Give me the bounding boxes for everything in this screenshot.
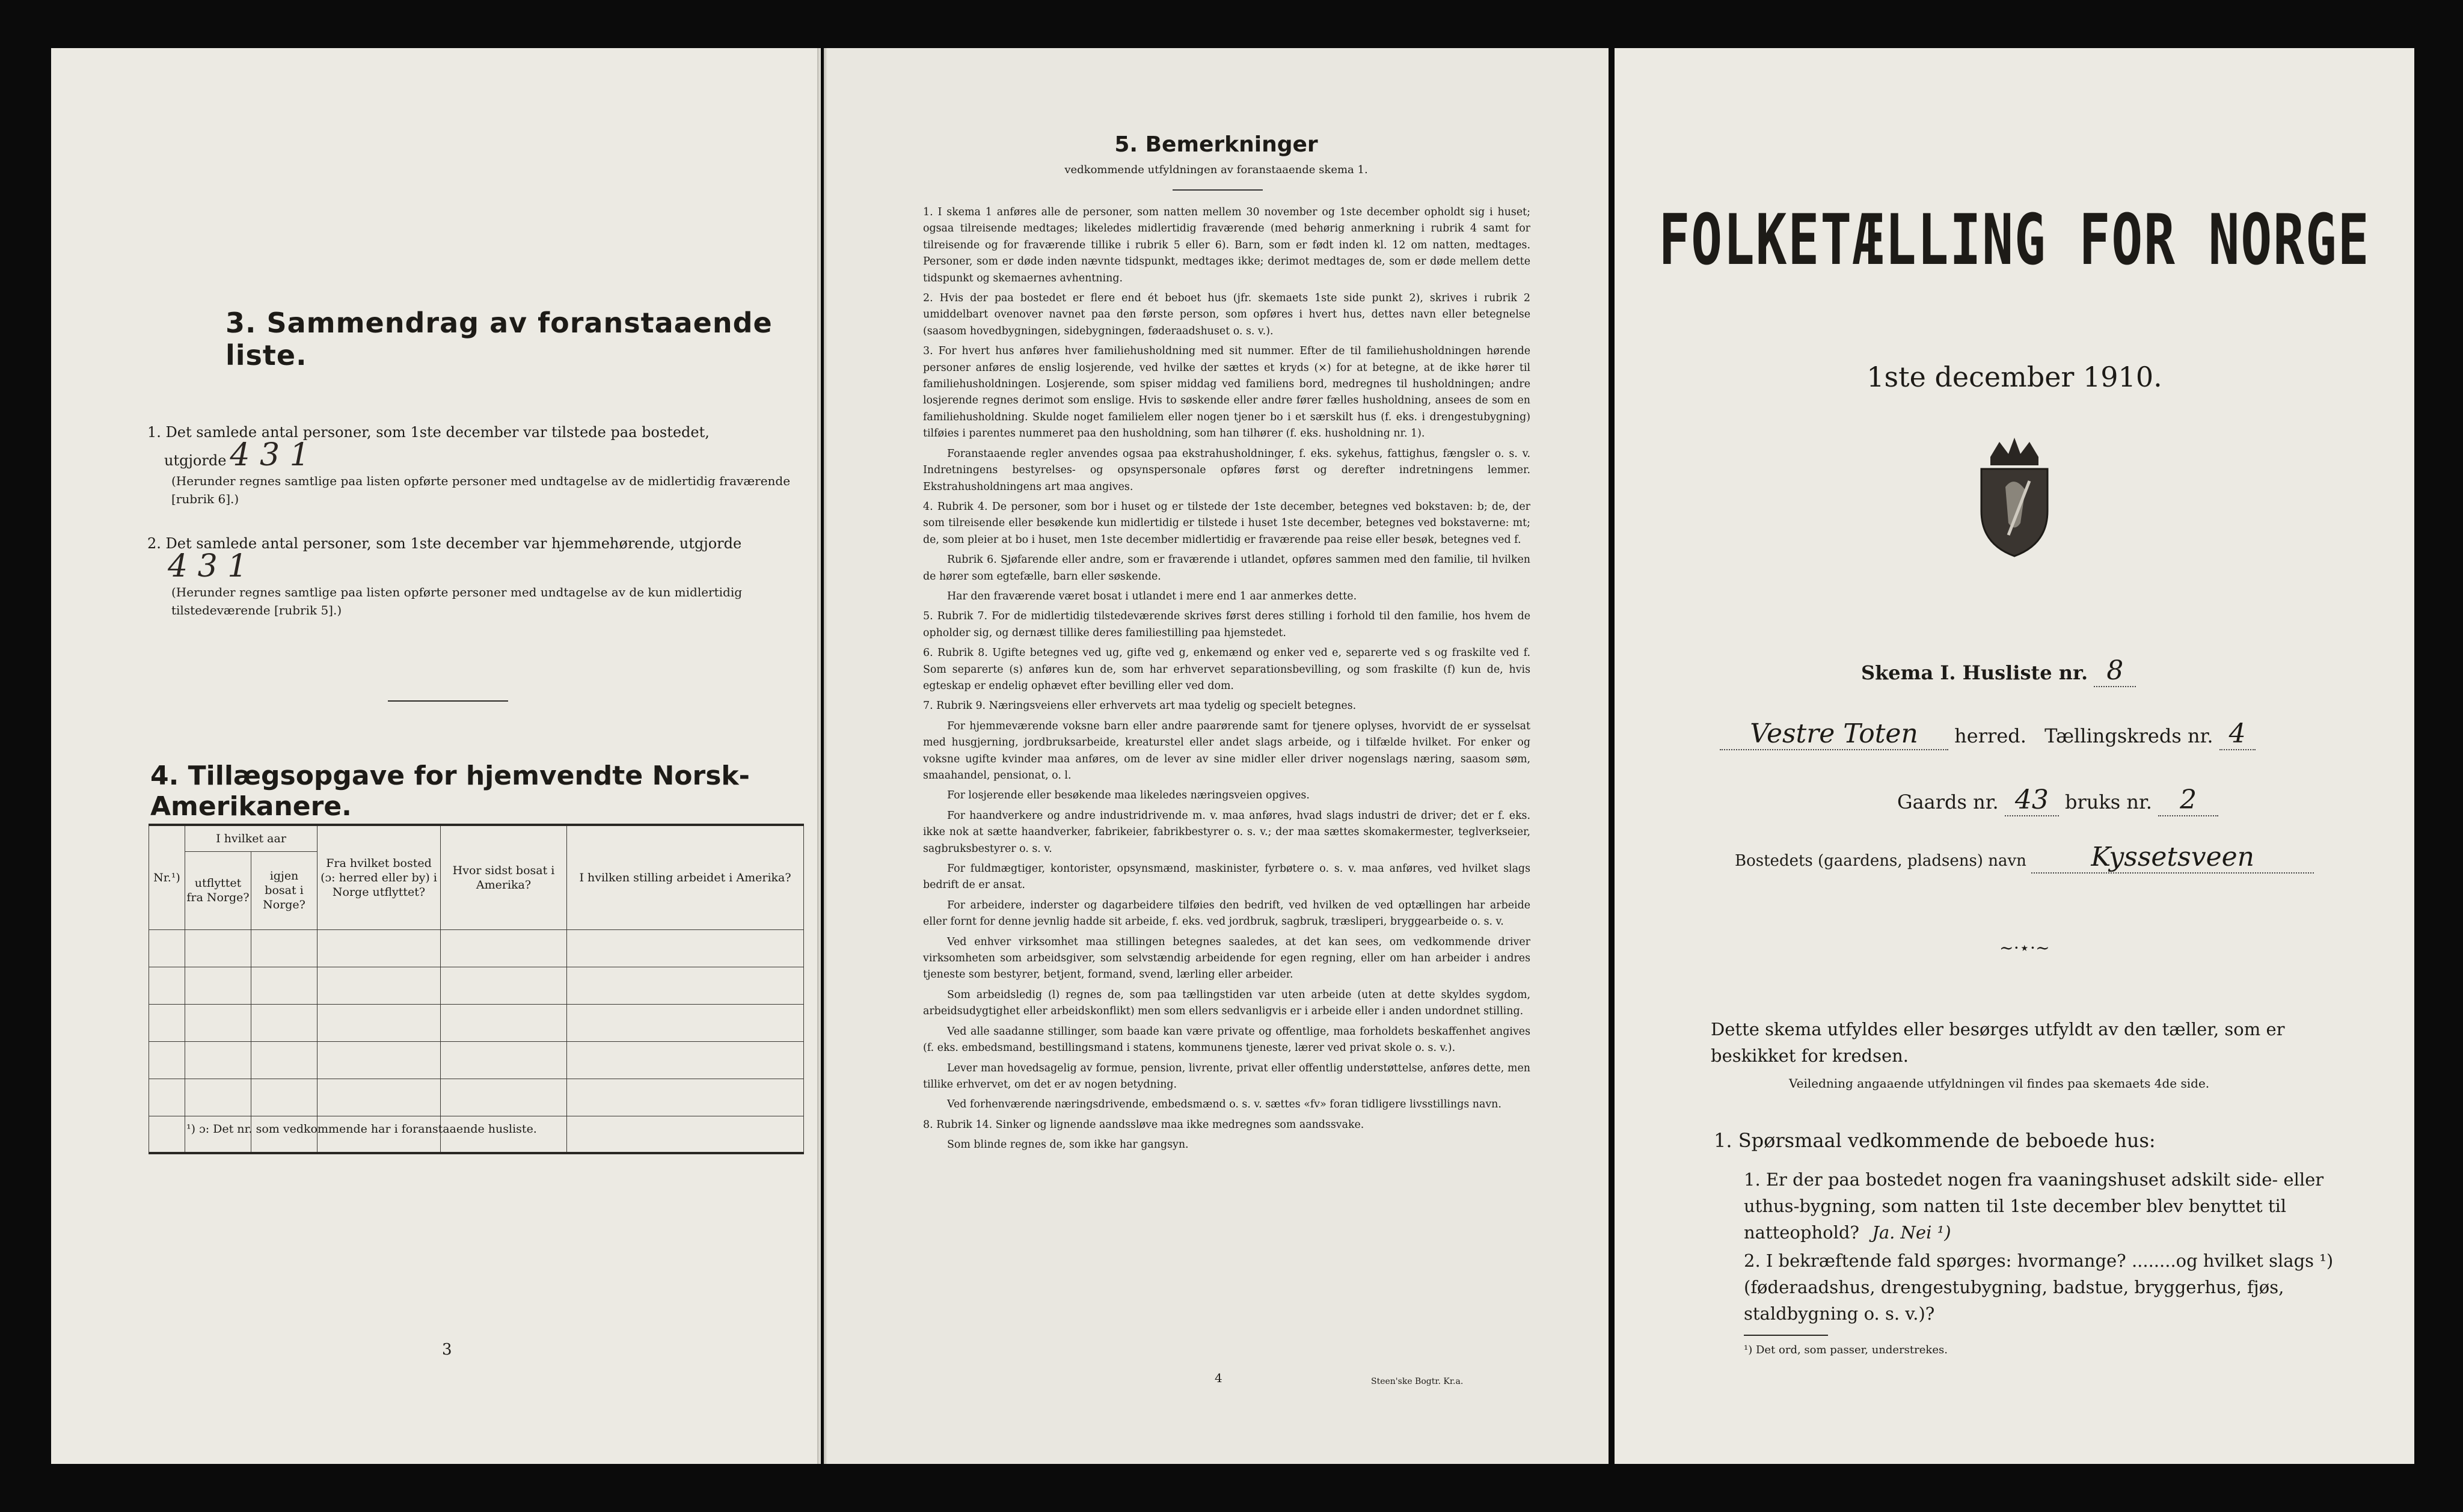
- summary-item-2-note: (Herunder regnes samtlige paa listen opførte personer med undtagelse av de kun midlertidig tilstedeværende [rubrik 5].): [171, 585, 743, 617]
- bosted-value: Kyssetsveen: [2031, 842, 2314, 874]
- remarks-title: 5. Bemerkninger: [1114, 132, 1318, 157]
- instruction-small: Veiledning angaaende utfyldningen vil findes paa skemaets 4de side.: [1789, 1076, 2210, 1091]
- question-heading: 1. Spørsmaal vedkommende de beboede hus:: [1714, 1129, 2156, 1152]
- right-footnote: ¹) Det ord, som passer, understrekes.: [1744, 1344, 1948, 1356]
- remark-paragraph: Rubrik 6. Sjøfarende eller andre, som er fraværende i utlandet, opføres sammen med den familie, til hvilken de hører som egtefælle, barn eller søskende.: [923, 554, 1530, 583]
- gaards-value: 43: [2005, 785, 2059, 816]
- remark-paragraph: For fuldmægtiger, kontorister, opsynsmænd, maskinister, fyrbøtere o. s. v. maa anføres, ved hvilket slags bedrift de er ansat.: [923, 863, 1530, 892]
- table-row: [149, 1079, 804, 1116]
- table-row: [149, 967, 804, 1004]
- table-footnote: ¹) ɔ: Det nr. som vedkommende har i foranstaaende husliste.: [186, 1122, 537, 1136]
- section-4-title: 4. Tillægsopgave for hjemvendte Norsk-Amerikanere.: [150, 761, 750, 822]
- schema-label: Skema I. Husliste nr.: [1861, 661, 2088, 684]
- col-nr: Nr.¹): [149, 825, 185, 929]
- present-count-handwritten: 4 3 1: [230, 437, 310, 473]
- remark-paragraph: Som arbeidsledig (l) regnes de, som paa tællingstiden var uten arbeide (uten at dette skyldes sygdom, arbeidsudygtighet eller arbeidskonflikt) men som ellers sedvanligvis er i arbeide eller i anden undordnet stilling.: [923, 988, 1530, 1018]
- bruks-value: 2: [2158, 785, 2218, 816]
- herred-value: Vestre Toten: [1720, 718, 1948, 750]
- remark-paragraph: Ved alle saadanne stillinger, som baade kan være private og offentlige, maa forholdets beskaffenhet angives (f. eks. embedsmand, bestillingsmand i statens, kommunens tjeneste, lærer ved privat skole o. s. v.).: [923, 1025, 1530, 1054]
- remark-paragraph: Har den fraværende været bosat i utlandet i mere end 1 aar anmerkes dette.: [947, 590, 1357, 602]
- remarks-body: [923, 204, 1530, 1157]
- schema-line: [1861, 655, 2136, 687]
- census-title: FOLKETÆLLING FOR NORGE: [1658, 200, 2370, 281]
- section-3-title: 3. Sammendrag av foranstaaende liste.: [225, 307, 773, 372]
- gaards-label: Gaards nr.: [1897, 791, 1999, 813]
- remark-paragraph: Ved forhenværende næringsdrivende, embedsmænd o. s. v. sættes «fv» foran tidligere livsstillings navn.: [947, 1098, 1501, 1111]
- remark-paragraph: Som blinde regnes de, som ikke har gangsyn.: [947, 1139, 1189, 1151]
- col-occupation: I hvilken stilling arbeidet i Amerika?: [567, 825, 804, 929]
- col-from-place: Fra hvilket bosted (ɔ: herred eller by) i Norge utflyttet?: [317, 825, 441, 929]
- summary-item-2: [147, 532, 797, 619]
- coat-of-arms-icon: [1972, 433, 2057, 559]
- printer-mark: Steen'ske Bogtr. Kr.a.: [1371, 1377, 1464, 1386]
- remark-paragraph: Ved enhver virksomhet maa stillingen betegnes saaledes, at det kan sees, om vedkommende driver virksomheten som arbeidsgiver, som selvstændig arbeidende for egen regning, eller om han arbeider i andres tjeneste som bestyrer, betjent, formand, svend, lærling eller arbeider.: [923, 935, 1530, 981]
- bosted-label: Bostedets (gaardens, pladsens) navn: [1735, 852, 2026, 870]
- section-divider: [388, 700, 508, 702]
- summary-item-1-note: (Herunder regnes samtlige paa listen opførte personer med undtagelse av de midlertidig fraværende [rubrik 6].): [171, 474, 791, 506]
- question-2: 2. I bekræftende fald spørges: hvormange? ........og hvilket slags ¹) (føderaadshus, drengestubygning, badstue, bryggerhus, fjøs, staldbygning o. s. v.)?: [1744, 1250, 2334, 1324]
- col-group-year: I hvilket aar: [185, 825, 317, 851]
- kreds-label: Tællingskreds nr.: [2044, 724, 2213, 747]
- question-1-text: 1. Er der paa bostedet nogen fra vaaningshuset adskilt side- eller uthus-bygning, som natten til 1ste december blev benyttet til natteophold?: [1744, 1169, 2324, 1243]
- kreds-value: 4: [2219, 718, 2256, 750]
- summary-item-2-text: 2. Det samlede antal personer, som 1ste december var hjemmehørende, utgjorde: [147, 535, 742, 552]
- utgjorde-label: utgjorde: [164, 452, 227, 469]
- table-row: [149, 1041, 804, 1079]
- col-last-residence: Hvor sidst bosat i Amerika?: [441, 825, 567, 929]
- remark-paragraph: For losjerende eller besøkende maa likeledes næringsveien opgives.: [947, 789, 1310, 802]
- question-1: [1744, 1166, 2369, 1246]
- remark-paragraph: 1. I skema 1 anføres alle de personer, som natten mellem 30 november og 1ste december opholdt sig i huset; ogsaa tilreisende medtages; likeledes midlertidig fraværende (med behørig anmerkning i rubrik 4 samt for tilreisende og for fraværende tillike i rubrik 5 eller 6). Barn, som er født inden kl. 12 om natten, medtages. Personer, som er døde inden nævnte tidspunkt, medtages ikke; derimot medtages de, som er døde mellem dette tidspunkt og skemaernes avhentning.: [923, 206, 1530, 284]
- col-returned: igjen bosat i Norge?: [251, 851, 317, 929]
- remark-paragraph: 7. Rubrik 9. Næringsveiens eller erhvervets art maa tydelig og specielt betegnes.: [923, 700, 1357, 712]
- remark-paragraph: 3. For hvert hus anføres hver familiehusholdning med sit nummer. Efter de til familiehusholdningen hørende personer anføres de enslig losjerende, ved hvilke der sættes et kryds (×) for at betegne, at de ikke hører til familiehusholdningen. Losjerende, som spiser middag ved familiens bord, medregnes til husholdningen; andre losjerende regnes derimot som enslige. Hvis to søskende eller andre fører fælles husholdning, ansees de som en familiehusholdning. Skulde noget familielem eller nogen tjener bo i et særskilt hus (f. eks. i drengestubygning) tilføies i parentes nummeret paa den husholdning, som han tilhører (f. eks. husholdning nr. 1).: [923, 345, 1530, 440]
- remark-paragraph: For hjemmeværende voksne barn eller andre paarørende samt for tjenere oplyses, hvorvidt de er sysselsat med husgjerning, jordbruksarbeide, kreaturstel eller andet slags arbeide, og i tilfælde hvilket. For enker og voksne ugifte kvinder maa anføres, om de lever av sine midler eller driver nogenslags næring, saasom søm, smaahandel, pensionat, o. l.: [923, 720, 1530, 782]
- remark-paragraph: 8. Rubrik 14. Sinker og lignende aandssløve maa ikke medregnes som aandssvake.: [923, 1118, 1364, 1131]
- remark-paragraph: Lever man hovedsagelig av formue, pension, livrente, privat eller offentlig understøttelse, anføres dette, men tillike erhvervet, om det er av nogen betydning.: [923, 1062, 1530, 1091]
- husliste-nr-value: 8: [2094, 655, 2136, 687]
- question-1-answer: Ja. Nei ¹): [1872, 1222, 1951, 1243]
- remarks-divider: [1173, 189, 1263, 191]
- ornament-divider: ~⋅⋆⋅~: [1999, 938, 2050, 958]
- right-page: [1615, 48, 2414, 1464]
- herred-line: [1720, 718, 2256, 750]
- page-number-4: 4: [1215, 1371, 1222, 1385]
- remarks-subtitle: vedkommende utfyldningen av foranstaaende skema 1.: [1064, 164, 1368, 176]
- left-page: [51, 48, 821, 1464]
- table-row: [149, 1004, 804, 1041]
- remark-paragraph: 2. Hvis der paa bostedet er flere end ét beboet hus (jfr. skemaets 1ste side punkt 2), skrives i rubrik 2 umiddelbart ovenover navnet paa den første person, som opføres i hvert hus, dettes navn eller betegnelse (saasom hovedbygningen, sidebygningen, føderaadshuset o. s. v.).: [923, 292, 1530, 337]
- bruks-label: bruks nr.: [2065, 791, 2152, 813]
- remark-paragraph: For haandverkere og andre industridrivende m. v. maa anføres, hvad slags industri de driver; det er f. eks. ikke nok at sætte haandverker, fabrikeier, fabrikbestyrer o. s. v.; der maa sættes skomakermester, teglverkseier, sagbruksbestyrer o. s. v.: [923, 809, 1530, 855]
- remark-paragraph: 4. Rubrik 4. De personer, som bor i huset og er tilstede der 1ste december, betegnes ved bokstaven: b; de, der som tilreisende eller besøkende kun midlertidig er tilstede i huset 1ste december, betegnes ved bokstaverne: mt; de, som pleier at bo i huset, men 1ste december midlertidig er fraværende paa reise eller besøk, betegnes ved f.: [923, 500, 1530, 546]
- resident-count-handwritten: 4 3 1: [168, 548, 248, 584]
- summary-item-1: [147, 421, 797, 508]
- table-row: [149, 929, 804, 967]
- gaards-line: [1897, 785, 2218, 816]
- remark-paragraph: Foranstaaende regler anvendes ogsaa paa ekstrahusholdninger, f. eks. sykehus, fattighus, fængsler o. s. v. Indretningens bestyrelses- og opsynspersonale opføres først og derefter indretningens lemmer. Ekstrahusholdningens art maa angives.: [923, 447, 1530, 493]
- census-date: 1ste december 1910.: [1866, 361, 2162, 393]
- remark-paragraph: 5. Rubrik 7. For de midlertidig tilstedeværende skrives først deres stilling i forhold til den familie, hos hvem de opholder sig, og dernæst tillike deres familiestilling paa hjemstedet.: [923, 610, 1530, 639]
- middle-page: [824, 48, 1609, 1464]
- instruction-text: Dette skema utfyldes eller besørges utfyldt av den tæller, som er beskikket for kredsen.: [1711, 1019, 2285, 1066]
- page-number-3: 3: [442, 1341, 452, 1359]
- returned-emigrants-table: [149, 824, 804, 1154]
- summary-item-1-text: 1. Det samlede antal personer, som 1ste december var tilstede paa bostedet,: [147, 424, 710, 441]
- col-emigrated: utflyttet fra Norge?: [185, 851, 251, 929]
- bosted-line: [1735, 842, 2314, 874]
- remark-paragraph: For arbeidere, inderster og dagarbeidere tilføies den bedrift, ved hvilken de ved optællingen har arbeide eller fornt for denne jevnlig hadde sit arbeide, f. eks. ved jordbruk, sagbruk, træsliperi, bryggearbeide o. s. v.: [923, 899, 1530, 928]
- herred-label: herred.: [1954, 724, 2026, 747]
- remark-paragraph: 6. Rubrik 8. Ugifte betegnes ved ug, gifte ved g, enkemænd og enker ved e, separerte ved s og fraskilte ved f. Som separerte (s) anføres kun de, som har erhvervet separationsbevilling, og som fraskilte (f) kun de, hvis egteskap er endelig ophævet efter bevilling eller ved dom.: [923, 647, 1530, 692]
